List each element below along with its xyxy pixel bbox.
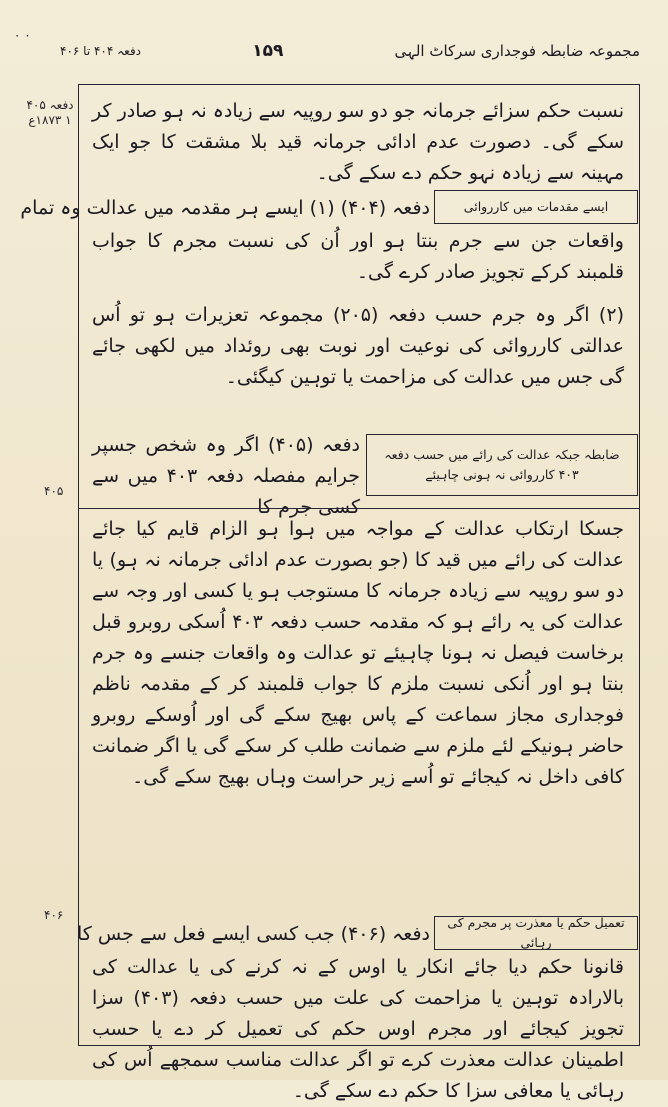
paragraph-2: واقعات جن سے جرم بنتا ہو اور اُن کی نسبت مجرم کا جواب قلمبند کرکے تجویز صادر کرے گی۔ [92,230,624,283]
side-heading-release: تعمیل حکم یا معذرت پر مجرم کی رہائی [434,916,638,950]
side-heading-procedure: ضابطہ جبکہ عدالت کی رائے میں حسب دفعہ ۴۰۳ کارروائی نہ ہونی چاہیئے [366,434,638,496]
section-range: دفعہ ۴۰۴ تا ۴۰۶ [60,44,142,58]
book-title: مجموعہ ضابطہ فوجداری سرکاٹ الہی [394,42,640,60]
corner-mark: ۰ ۰ [14,28,31,42]
paragraph-3: (۲) اگر وہ جرم حسب دفعہ (۲۰۵) مجموعہ تعزیرات ہو تو اُس عدالتی کارروائی کی نوعیت اور نوبت بھی روئداد میں لکھی جائے گی جس میں عدالت کی مزاحمت یا توہین کیگئی۔ [92,304,624,388]
page-number: ۱۵۹ [252,41,284,61]
paragraph-5: قانونا حکم دیا جائے انکار یا اوس کے نہ کرنے کی یا عدالت کی بالارادہ توہین یا مزاحمت کی علت میں حسب دفعہ (۴۰۳) سزا تجویز کیجائے اور مجرم اوس حکم کی تعمیل کر دے یا حسب اطمینان عدالت معذرت کرے تو اگر عدالت مناسب سمجھے اُس کی رہائی یا معافی سزا کا حکم دے سکے گی۔ [92,956,624,1102]
page-header [60,34,640,68]
margin-note-top: دفعہ ۴۰۵ ۱ ۱۸۷۳ع [26,98,74,127]
section-404-lead: دفعہ (۴۰۴) (۱) ایسے ہر مقدمہ میں عدالت وہ تمام [20,197,430,219]
section-405-lead: دفعہ (۴۰۵) اگر وہ شخص جسپر جرایم مفصلہ دفعہ ۴۰۳ میں سے کسی جرم کا [92,434,361,518]
paragraph-4: جسکا ارتکاب عدالت کے مواجہ میں ہوا ہو الزام قایم کیا جائے عدالت کی رائے میں قید کا (جو بصورت عدم ادائی جرمانہ نہ ہو) یا دو سو روپیہ سے زیادہ جرمانہ کا مستوجب ہو یا کسی اور وجہ سے عدالت کی یہ رائے ہو کہ مقدمہ حسب دفعہ ۴۰۳ اُسکی روبرو قبل برخاست فیصل نہ ہونا چاہیئے تو عدالت وہ واقعات جنسے وہ جرم بنتا ہو اور اُنکی نسبت ملزم کا جواب قلمبند کر کے مقدمہ ناظم فوجداری مجاز سماعت کے پاس بھیج سکے گی اور اُوسکے روبرو حاضر ہونیکے لئے ملزم سے ضمانت طلب کر سکے گی یا اگر ضمانت کافی داخل نہ کیجائے تو اُسے زیر حراست وہاں بھیج سکے گی۔ [92,518,624,788]
paragraph-1: نسبت حکم سزائے جرمانہ جو دو سو روپیہ سے زیادہ نہ ہو صادر کر سکے گی۔ دصورت عدم ادائی جرمانہ قید بلا مشقت کا جو ایک مہینہ سے زیادہ نہو حکم دے سکے گی۔ [92,100,624,184]
section-406-lead: دفعہ (۴۰۶) جب کسی ایسے فعل سے جس کا [77,923,430,945]
side-heading-proceedings: ایسے مقدمات میں کارروائی [434,190,638,224]
section-divider-1 [78,508,640,509]
margin-number-405: ۴۰۵ [44,484,64,498]
margin-number-406: ۴۰۶ [44,908,64,922]
